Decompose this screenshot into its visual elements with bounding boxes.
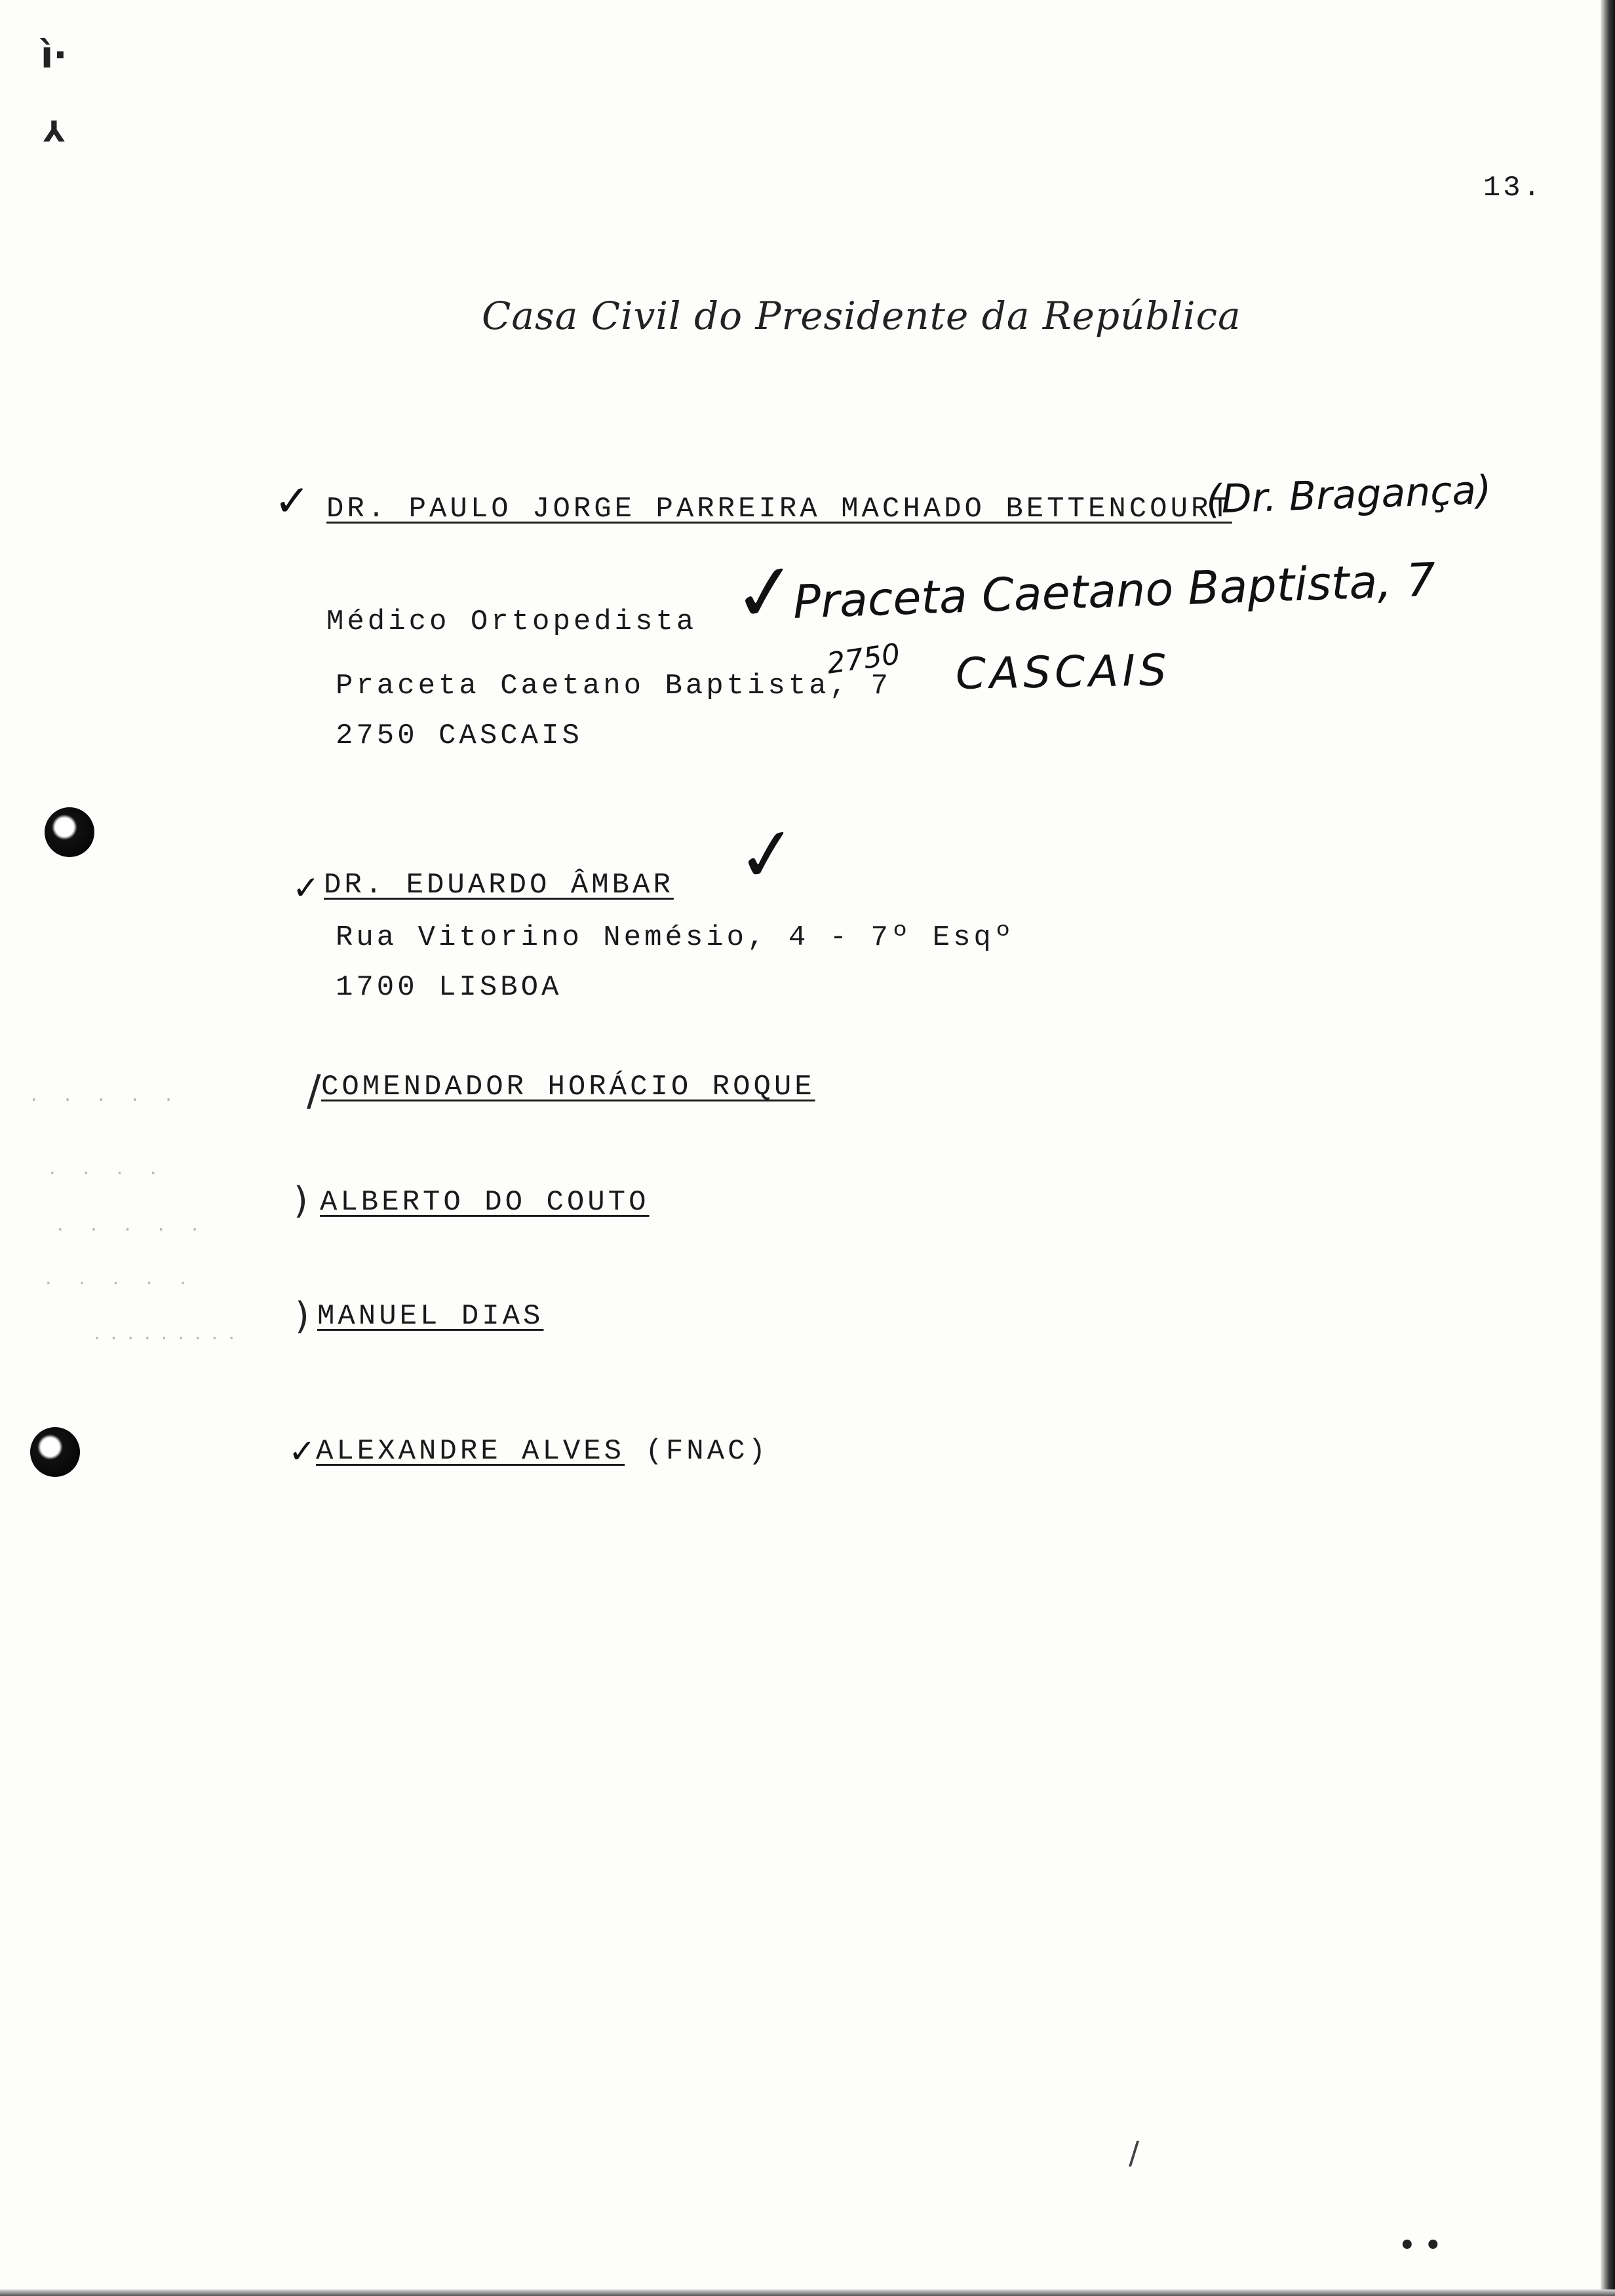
entry-line bbox=[316, 1435, 769, 1468]
entry-name: DR. EDUARDO ÂMBAR bbox=[324, 869, 674, 902]
entry-title: Médico Ortopedista bbox=[326, 605, 697, 638]
margin-bracket-mark: ) bbox=[295, 1295, 309, 1337]
scan-edge-shadow bbox=[1601, 0, 1615, 2296]
handwritten-note: (Dr. Bragança) bbox=[1205, 467, 1492, 523]
handwritten-city: CASCAIS bbox=[955, 645, 1171, 699]
entry-name: COMENDADOR HORÁCIO ROQUE bbox=[321, 1071, 815, 1103]
handwritten-check-mark: ✓ bbox=[728, 545, 804, 642]
handwritten-postcode: 2750 bbox=[825, 637, 903, 681]
entry-suffix: (FNAC) bbox=[645, 1435, 769, 1468]
faint-marks: · · · · bbox=[47, 1164, 165, 1183]
punch-hole-upper bbox=[45, 807, 94, 857]
postcode-city: 1700 LISBOA bbox=[336, 971, 562, 1004]
entry-name: ALEXANDRE ALVES bbox=[316, 1435, 625, 1468]
postcode-city: 2750 CASCAIS bbox=[336, 719, 583, 752]
entry-name: MANUEL DIAS bbox=[317, 1300, 544, 1333]
faint-marks: · · · · · bbox=[29, 1090, 180, 1110]
margin-check-mark: ✓ bbox=[292, 869, 320, 907]
stray-mark-top: ì· bbox=[41, 34, 68, 77]
entry-name: ALBERTO DO COUTO bbox=[320, 1186, 650, 1219]
margin-slash-mark: / bbox=[307, 1067, 321, 1115]
stray-mark-bottom: / bbox=[1129, 2135, 1140, 2172]
entry-name: DR. PAULO JORGE PARREIRA MACHADO BETTENCOURT bbox=[326, 493, 1232, 526]
handwritten-check-mark: ✓ bbox=[732, 809, 803, 901]
page-number: 13. bbox=[1483, 172, 1543, 204]
faint-marks: · · · · · bbox=[55, 1220, 206, 1240]
stray-mark-second: ⅄ bbox=[43, 115, 66, 149]
faint-marks: ········· bbox=[92, 1329, 243, 1349]
address-line: Praceta Caetano Baptista, 7 bbox=[336, 670, 891, 702]
margin-check-mark: ✓ bbox=[288, 1432, 316, 1470]
scan-bottom-edge bbox=[0, 2289, 1615, 2296]
handwritten-address-line: Praceta Caetano Baptista, 7 bbox=[792, 552, 1437, 629]
address-line: Rua Vitorino Nemésio, 4 - 7º Esqº bbox=[336, 921, 1015, 954]
letterhead-title: Casa Civil do Presidente da República bbox=[482, 294, 1241, 338]
margin-bracket-mark: ) bbox=[294, 1179, 308, 1222]
faint-marks: · · · · · bbox=[43, 1274, 195, 1293]
stray-dots-bottom: • • bbox=[1399, 2230, 1442, 2261]
punch-hole-lower bbox=[30, 1427, 80, 1477]
margin-check-mark: ✓ bbox=[274, 476, 311, 526]
